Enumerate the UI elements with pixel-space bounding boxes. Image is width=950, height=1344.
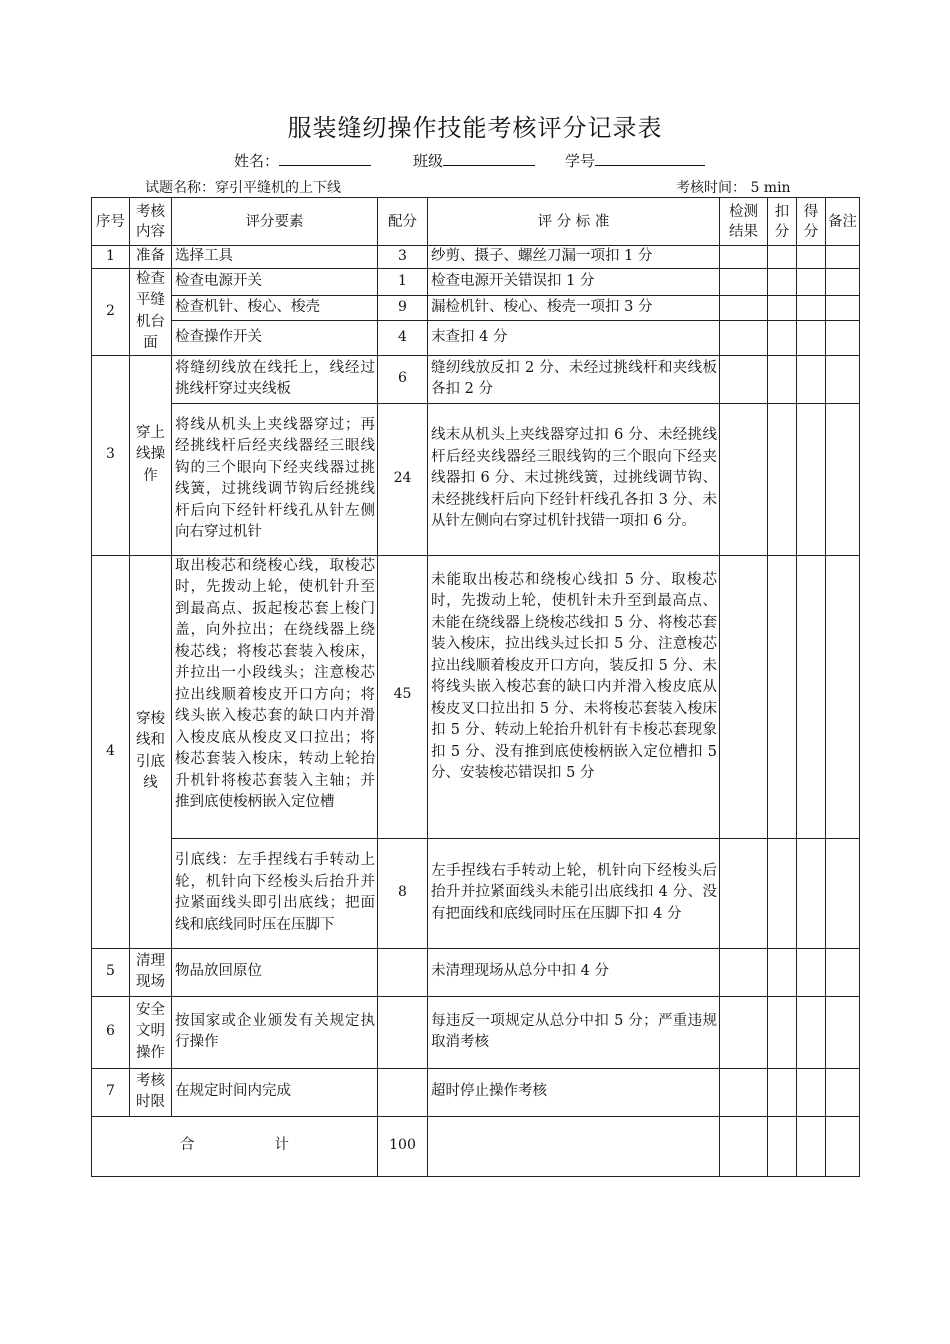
table-row [92, 1068, 860, 1116]
subject-label: 试题名称：穿引平缝机的上下线 [145, 180, 341, 196]
result-cell[interactable] [720, 1116, 768, 1176]
factor-cell: 将线从机头上夹线器穿过；再经挑线杆后经夹线器经三眼线钩的三个眼向下经夹线器过挑线簧，过挑线调节钩后经挑线杆后向下经针杆线孔从针左侧向右穿过机针 [172, 403, 378, 555]
header-row [92, 198, 860, 246]
header-points: 配分 [378, 198, 428, 246]
standard-cell: 未能取出梭芯和绕梭心线扣 5 分、取梭芯时，先拨动上轮，使机针未升至到最高点、未能在绕线器上绕梭芯线扣 5 分、将梭芯套装入梭床，拉出线头过长扣 5 分、注意梭芯拉出线顺着梭皮开口方向，装反扣 5 分、未将线头嵌入梭芯套的缺口内并滑入梭皮底从梭皮叉口拉出扣 5 分、未将梭芯套装入梭床扣 5 分、转动上轮抬升机针有卡梭芯套现象扣 5 分、没有推到底使梭柄嵌入定位槽扣 5 分、安装梭芯错误扣 5 分 [428, 555, 720, 838]
total-points: 100 [378, 1116, 428, 1176]
standard-cell: 漏检机针、梭心、梭壳一项扣 3 分 [428, 296, 720, 321]
exam-time: 考核时间： 5 min [676, 180, 791, 196]
note-cell[interactable] [826, 246, 860, 269]
content-cell: 考核时限 [130, 1068, 172, 1116]
table-row [92, 296, 860, 321]
table-row [92, 268, 860, 296]
score-cell[interactable] [797, 996, 826, 1068]
points-cell: 4 [378, 320, 428, 355]
result-cell[interactable] [720, 996, 768, 1068]
deduct-cell[interactable] [768, 246, 797, 269]
header-content: 考核内容 [130, 198, 172, 246]
note-cell[interactable] [826, 1068, 860, 1116]
points-cell [378, 948, 428, 996]
note-cell[interactable] [826, 355, 860, 403]
score-table [91, 197, 860, 1177]
name-blank[interactable] [279, 151, 371, 166]
score-cell[interactable] [797, 296, 826, 321]
note-cell[interactable] [826, 838, 860, 948]
deduct-cell[interactable] [768, 838, 797, 948]
score-cell[interactable] [797, 320, 826, 355]
score-cell[interactable] [797, 1068, 826, 1116]
score-cell[interactable] [797, 555, 826, 838]
seq-cell: 1 [92, 246, 130, 269]
seq-cell: 2 [92, 268, 130, 355]
factor-cell: 选择工具 [172, 246, 378, 269]
result-cell[interactable] [720, 1068, 768, 1116]
table-row [92, 246, 860, 269]
deduct-cell[interactable] [768, 1116, 797, 1176]
note-cell[interactable] [826, 948, 860, 996]
seq-cell: 3 [92, 355, 130, 555]
total-label-ji: 计 [274, 1137, 289, 1154]
deduct-cell[interactable] [768, 1068, 797, 1116]
points-cell: 3 [378, 246, 428, 269]
total-standard-cell [428, 1116, 720, 1176]
class-blank[interactable] [443, 151, 535, 166]
standard-cell: 末查扣 4 分 [428, 320, 720, 355]
result-cell[interactable] [720, 246, 768, 269]
result-cell[interactable] [720, 268, 768, 296]
content-cell: 检查平缝机台面 [130, 268, 172, 355]
points-cell: 8 [378, 838, 428, 948]
points-cell [378, 1068, 428, 1116]
deduct-cell[interactable] [768, 403, 797, 555]
note-cell[interactable] [826, 996, 860, 1068]
points-cell: 9 [378, 296, 428, 321]
note-cell[interactable] [826, 403, 860, 555]
score-cell[interactable] [797, 268, 826, 296]
header-deduct: 扣分 [768, 198, 797, 246]
deduct-cell[interactable] [768, 555, 797, 838]
points-cell [378, 996, 428, 1068]
factor-cell: 按国家或企业颁发有关规定执行操作 [172, 996, 378, 1068]
factor-cell: 检查机针、梭心、梭壳 [172, 296, 378, 321]
note-cell[interactable] [826, 268, 860, 296]
result-cell[interactable] [720, 296, 768, 321]
seq-cell: 4 [92, 555, 130, 948]
score-cell[interactable] [797, 355, 826, 403]
factor-cell: 取出梭芯和绕梭心线，取梭芯时，先拨动上轮，使机针升至到最高点、扳起梭芯套上梭门盖，向外拉出；在绕线器上绕梭芯线；将梭芯套装入梭床，并拉出一小段线头；注意梭芯拉出线顺着梭皮开口方向；将线头嵌入梭芯套的缺口内并滑入梭皮底从梭皮叉口拉出；将梭芯套装入梭床，转动上轮抬升机针将梭芯套装入主轴；并推到底使梭柄嵌入定位槽 [172, 555, 378, 838]
factor-cell: 在规定时间内完成 [172, 1068, 378, 1116]
header-note: 备注 [826, 198, 860, 246]
note-cell[interactable] [826, 296, 860, 321]
result-cell[interactable] [720, 355, 768, 403]
seq-cell: 5 [92, 948, 130, 996]
header-score: 得分 [797, 198, 826, 246]
content-cell: 安全文明操作 [130, 996, 172, 1068]
id-field[interactable] [565, 150, 705, 171]
score-cell[interactable] [797, 246, 826, 269]
standard-cell: 左手捏线右手转动上轮，机针向下经梭头后抬升并拉紧面线头未能引出底线扣 4 分、没有把面线和底线同时压在压脚下扣 4 分 [428, 838, 720, 948]
note-cell[interactable] [826, 555, 860, 838]
note-cell[interactable] [826, 320, 860, 355]
result-cell[interactable] [720, 555, 768, 838]
content-cell: 穿梭线和引底线 [130, 555, 172, 948]
header-result: 检测结果 [720, 198, 768, 246]
table-row [92, 355, 860, 403]
note-cell[interactable] [826, 1116, 860, 1176]
content-cell: 穿上线操作 [130, 355, 172, 555]
score-cell[interactable] [797, 403, 826, 555]
header-seq: 序号 [92, 198, 130, 246]
total-label [92, 1116, 378, 1176]
deduct-cell[interactable] [768, 268, 797, 296]
factor-cell: 引底线：左手捏线右手转动上轮，机针向下经梭头后抬升并拉紧面线头即引出底线；把面线和底线同时压在压脚下 [172, 838, 378, 948]
id-blank[interactable] [595, 151, 705, 166]
points-cell: 45 [378, 555, 428, 838]
factor-cell: 将缝纫线放在线托上，线经过挑线杆穿过夹线板 [172, 355, 378, 403]
deduct-cell[interactable] [768, 355, 797, 403]
class-field[interactable] [413, 150, 535, 171]
deduct-cell[interactable] [768, 320, 797, 355]
table-row [92, 320, 860, 355]
student-info-line [0, 150, 950, 172]
class-label: 班级 [413, 152, 444, 170]
factor-cell: 检查电源开关 [172, 268, 378, 296]
result-cell[interactable] [720, 948, 768, 996]
points-cell: 6 [378, 355, 428, 403]
standard-cell: 检查电源开关错误扣 1 分 [428, 268, 720, 296]
content-cell: 准备 [130, 246, 172, 269]
score-cell[interactable] [797, 948, 826, 996]
table-row [92, 948, 860, 996]
table-row [92, 555, 860, 838]
table-row [92, 838, 860, 948]
points-cell: 1 [378, 268, 428, 296]
total-label-he: 合 [180, 1137, 195, 1154]
seq-cell: 6 [92, 996, 130, 1068]
score-cell[interactable] [797, 1116, 826, 1176]
standard-cell: 超时停止操作考核 [428, 1068, 720, 1116]
deduct-cell[interactable] [768, 996, 797, 1068]
result-cell[interactable] [720, 838, 768, 948]
standard-cell: 缝纫线放反扣 2 分、未经过挑线杆和夹线板各扣 2 分 [428, 355, 720, 403]
name-field[interactable] [234, 150, 371, 171]
standard-cell: 线末从机头上夹线器穿过扣 6 分、未经挑线杆后经夹线器经三眼线钩的三个眼向下经夹线器扣 6 分、末过挑线簧，过挑线调节钩、未经挑线杆后向下经针杆线孔各扣 3 分、未从针左侧向右穿过机针找错一项扣 6 分。 [428, 403, 720, 555]
result-cell[interactable] [720, 403, 768, 555]
deduct-cell[interactable] [768, 296, 797, 321]
total-row [92, 1116, 860, 1176]
standard-cell: 未清理现场从总分中扣 4 分 [428, 948, 720, 996]
header-factor: 评分要素 [172, 198, 378, 246]
deduct-cell[interactable] [768, 948, 797, 996]
seq-cell: 7 [92, 1068, 130, 1116]
points-cell: 24 [378, 403, 428, 555]
header-standard: 评 分 标 准 [428, 198, 720, 246]
standard-cell: 纱剪、摄子、螺丝刀漏一项扣 1 分 [428, 246, 720, 269]
content-cell: 清理现场 [130, 948, 172, 996]
table-row [92, 996, 860, 1068]
score-cell[interactable] [797, 838, 826, 948]
factor-cell: 物品放回原位 [172, 948, 378, 996]
result-cell[interactable] [720, 320, 768, 355]
id-label: 学号 [565, 152, 596, 170]
name-label: 姓名： [234, 152, 280, 170]
page-title: 服装缝纫操作技能考核评分记录表 [287, 114, 663, 142]
table-row [92, 403, 860, 555]
factor-cell: 检查操作开关 [172, 320, 378, 355]
standard-cell: 每违反一项规定从总分中扣 5 分；严重违规取消考核 [428, 996, 720, 1068]
